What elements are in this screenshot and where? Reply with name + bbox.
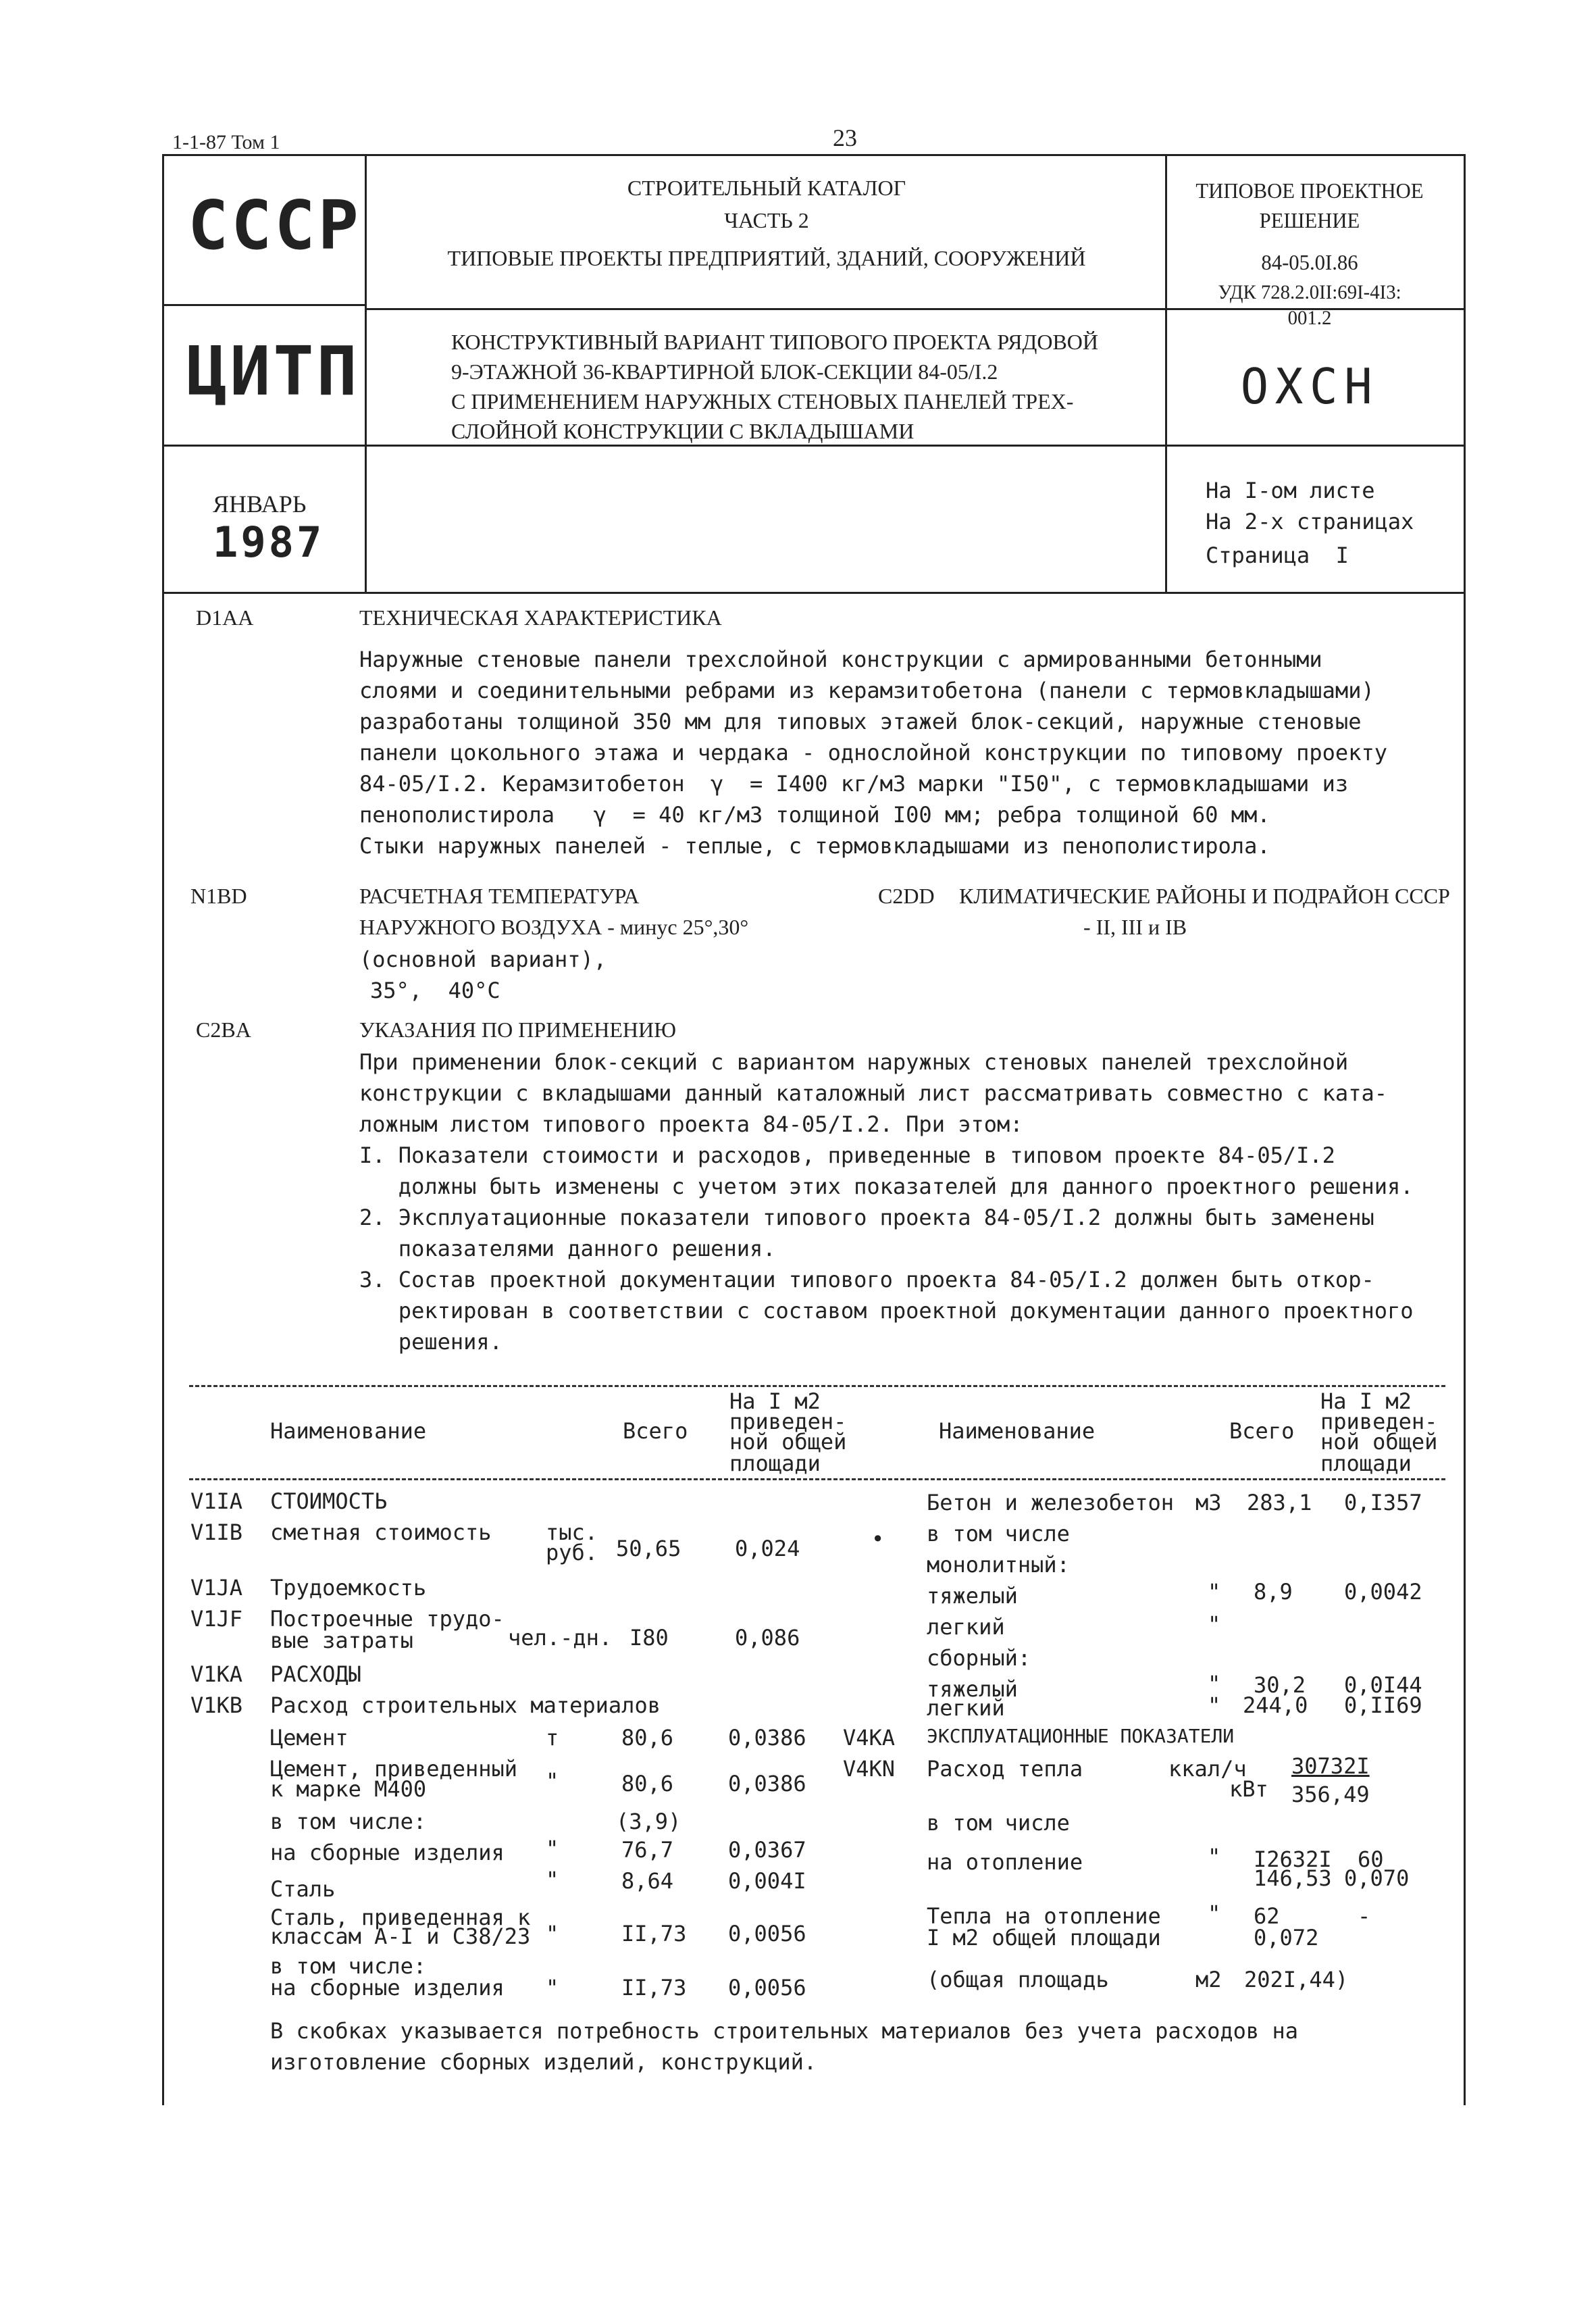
issue-month: ЯНВАРЬ	[213, 491, 307, 518]
row-total: 244,0	[1243, 1692, 1308, 1718]
row-name: к марке М400	[270, 1776, 427, 1802]
section-code: D1AA	[196, 605, 254, 630]
row-name: Сталь	[270, 1876, 336, 1902]
row-total: 50,65	[616, 1536, 681, 1561]
row-code: V1JA	[190, 1575, 243, 1601]
table-rule-header	[189, 1478, 1445, 1480]
row-name: в том числе	[927, 1521, 1070, 1546]
table-rule-top	[189, 1385, 1445, 1387]
section-code: N1BD	[190, 884, 247, 908]
solution-line: ТИПОВОЕ ПРОЕКТНОЕ	[1195, 178, 1424, 203]
row-total: 356,49	[1291, 1782, 1370, 1807]
col-perm2-header: приведен-	[729, 1409, 847, 1434]
usage-line: показателями данного решения.	[359, 1236, 776, 1261]
row-unit: тыс.	[546, 1519, 598, 1545]
row-unit: "	[546, 1836, 559, 1861]
temp-line: РАСЧЕТНАЯ ТЕМПЕРАТУРА	[359, 884, 640, 908]
col-perm2b-header: На I м2	[1320, 1388, 1412, 1414]
row-name: легкий	[927, 1614, 1005, 1640]
row-unit: "	[546, 1867, 559, 1892]
row-code: V1KB	[190, 1692, 243, 1718]
row-code: V4KN	[843, 1756, 896, 1782]
usage-line: 3. Состав проектной документации типового проекта 84-05/I.2 должен быть откор-	[359, 1267, 1374, 1292]
tech-line: Наружные стеновые панели трехслойной конструкции с армированными бетонными	[359, 647, 1322, 672]
tech-line: разработаны толщиной 350 мм для типовых этажей блок-секций, наружные стеновые	[359, 709, 1362, 734]
row-name: на отопление	[927, 1849, 1083, 1875]
usage-line: При применении блок-секций с вариантом наружных стеновых панелей трехслойной	[359, 1049, 1349, 1075]
row-name: Построечные трудо-	[270, 1606, 505, 1632]
row-name: сборный:	[927, 1645, 1031, 1671]
org-ussr: СССР	[188, 186, 361, 265]
sheet-line: На I-ом листе	[1206, 478, 1375, 503]
catalog-line: ТИПОВЫЕ ПРОЕКТЫ ПРЕДПРИЯТИЙ, ЗДАНИЙ, СООРУЖЕНИЙ	[447, 246, 1086, 270]
row-per-m2: 0,086	[735, 1625, 800, 1651]
climate-line: - II, III и IВ	[1083, 915, 1187, 939]
issue-year: 1987	[213, 518, 325, 567]
row-unit: руб.	[546, 1540, 598, 1565]
temp-line: НАРУЖНОГО ВОЗДУХА - минус 25°,30°	[359, 915, 749, 939]
row-name: Цемент, приведенный	[270, 1756, 518, 1782]
row-name: монолитный:	[927, 1552, 1070, 1578]
row-total: (3,9)	[616, 1809, 681, 1834]
row-unit: м3	[1195, 1490, 1222, 1515]
col-perm2-header: ной общей	[729, 1429, 847, 1455]
row-name: вые затраты	[270, 1628, 413, 1653]
row-unit: "	[1208, 1579, 1221, 1605]
row-name: сметная стоимость	[270, 1519, 492, 1545]
row-total: 80,6	[621, 1725, 674, 1751]
bullet-mark: •	[871, 1526, 885, 1552]
catalog-line: ЧАСТЬ 2	[724, 208, 809, 232]
row-code: V1IB	[190, 1519, 243, 1545]
col-total-header: Всего	[623, 1418, 688, 1444]
col-total2-header: Всего	[1229, 1418, 1295, 1444]
solution-line: 84-05.0I.86	[1261, 250, 1358, 274]
row-per-m2: 0,0386	[728, 1771, 806, 1796]
title-line: 9-ЭТАЖНОЙ 36-КВАРТИРНОЙ БЛОК-СЕКЦИИ 84-05/I.2	[451, 359, 998, 384]
title-line: С ПРИМЕНЕНИЕМ НАРУЖНЫХ СТЕНОВЫХ ПАНЕЛЕЙ ТРЕХ-	[451, 389, 1074, 413]
row-unit: "	[1208, 1611, 1221, 1637]
row-total: 8,64	[621, 1868, 674, 1894]
row-name: I м2 общей площади	[927, 1925, 1161, 1951]
section-title: УКАЗАНИЯ ПО ПРИМЕНЕНИЮ	[359, 1017, 677, 1042]
usage-line: конструкции с вкладышами данный каталожный лист рассматривать совместно с ката-	[359, 1080, 1387, 1106]
row-per-m2: 0,II69	[1344, 1692, 1422, 1718]
solution-line: 001.2	[1287, 307, 1332, 329]
usage-line: должны быть изменены с учетом этих показателей для данного проектного решения.	[359, 1174, 1414, 1199]
row-unit: "	[546, 1921, 559, 1946]
row-name: Расход строительных материалов	[270, 1692, 661, 1718]
usage-line: I. Показатели стоимости и расходов, приведенные в типовом проекте 84-05/I.2	[359, 1142, 1335, 1168]
row-unit: "	[546, 1975, 559, 2001]
row-total: 0,072	[1254, 1925, 1319, 1951]
section-code: C2BA	[196, 1017, 251, 1042]
row-per-m2: 0,I357	[1344, 1490, 1422, 1515]
code-label: ОХСН	[1240, 358, 1379, 415]
temp-line: (основной вариант),	[359, 947, 607, 972]
row-name: Расход тепла	[927, 1756, 1083, 1782]
row-total: 283,1	[1247, 1490, 1312, 1515]
row-total: 8,9	[1254, 1579, 1293, 1605]
row-name: Цемент	[270, 1725, 349, 1751]
row-total: II,73	[621, 1975, 687, 2001]
row-per-m2: 0,070	[1344, 1865, 1410, 1891]
row-per-m2: 0,0056	[728, 1975, 806, 2001]
row-name: (общая площадь	[927, 1967, 1109, 1992]
row-unit: "	[546, 1768, 559, 1794]
page-number: 23	[833, 124, 857, 151]
row-total: 30732I	[1291, 1753, 1370, 1779]
title-line: СЛОЙНОЙ КОНСТРУКЦИИ С ВКЛАДЫШАМИ	[451, 419, 915, 443]
usage-line: 2. Эксплуатационные показатели типового проекта 84-05/I.2 должны быть заменены	[359, 1205, 1374, 1230]
row-unit: "	[1208, 1692, 1221, 1718]
row-per-m2: 0,0056	[728, 1921, 806, 1946]
row-name: СТОИМОСТЬ	[270, 1488, 388, 1514]
row-total: 80,6	[621, 1771, 674, 1796]
tech-line: Стыки наружных панелей - теплые, с термовкладышами из пенополистирола.	[359, 833, 1270, 859]
row-unit: "	[1208, 1844, 1221, 1869]
row-per-m2: 60	[1358, 1846, 1384, 1872]
row-total: I2632I	[1254, 1846, 1332, 1872]
solution-line: УДК 728.2.0II:69I-4I3:	[1218, 281, 1401, 303]
row-total: 146,53	[1254, 1865, 1332, 1891]
row-name: РАСХОДЫ	[270, 1661, 361, 1687]
row-name: легкий	[927, 1695, 1005, 1721]
row-unit: м2	[1195, 1967, 1222, 1992]
row-total: II,73	[621, 1921, 687, 1946]
row-total: 202I,44)	[1244, 1967, 1349, 1992]
row-per-m2: 0,0367	[728, 1837, 806, 1863]
col-perm2b-header: площади	[1320, 1451, 1412, 1476]
section-code: C2DD	[878, 884, 935, 908]
row-per-m2: 0,0I44	[1344, 1672, 1422, 1698]
row-name: ЭКСПЛУАТАЦИОННЫЕ ПОКАЗАТЕЛИ	[927, 1725, 1235, 1747]
row-unit: "	[1208, 1901, 1221, 1926]
row-code: V1JF	[190, 1606, 243, 1632]
section-title: ТЕХНИЧЕСКАЯ ХАРАКТЕРИСТИКА	[359, 605, 722, 630]
row-name: классам А-I и С38/23	[270, 1923, 531, 1949]
row-unit: кВт	[1229, 1776, 1268, 1802]
series-label: 1-1-87 Том 1	[172, 131, 280, 153]
row-name: в том числе:	[270, 1809, 427, 1834]
row-name: Трудоемкость	[270, 1575, 427, 1601]
climate-line: КЛИМАТИЧЕСКИЕ РАЙОНЫ И ПОДРАЙОН СССР	[959, 884, 1450, 908]
row-per-m2: 0,0042	[1344, 1579, 1422, 1605]
row-total: 76,7	[621, 1837, 674, 1863]
row-total: I80	[629, 1625, 669, 1651]
row-per-m2: -	[1358, 1903, 1371, 1929]
usage-line: решения.	[359, 1329, 503, 1355]
tech-line: пенополистирола γ = 40 кг/м3 толщиной I00 мм; ребра толщиной 60 мм.	[359, 802, 1270, 828]
row-total: 30,2	[1254, 1672, 1306, 1698]
row-name: тяжелый	[927, 1583, 1018, 1609]
col-perm2-header: площади	[729, 1451, 821, 1476]
row-name: Тепла на отопление	[927, 1903, 1161, 1929]
footnote-line: изготовление сборных изделий, конструкций.	[270, 2049, 817, 2075]
tech-line: панели цокольного этажа и чердака - однослойной конструкции по типовому проекту	[359, 740, 1387, 765]
row-unit: чел.-дн.	[508, 1625, 613, 1651]
tech-line: 84-05/I.2. Керамзитобетон γ = I400 кг/м3 марки "I50", с термовкладышами из	[359, 771, 1349, 797]
col-perm2b-header: ной общей	[1320, 1429, 1438, 1455]
row-name: Бетон и железобетон	[927, 1490, 1175, 1515]
usage-line: ложным листом типового проекта 84-05/I.2. При этом:	[359, 1111, 1023, 1137]
row-total: 62	[1254, 1903, 1280, 1929]
row-per-m2: 0,0386	[728, 1725, 806, 1751]
sheet-line: На 2-х страницах	[1206, 509, 1414, 534]
usage-line: ректирован в соответствии с составом проектной документации данного проектного	[359, 1298, 1414, 1324]
org-citp: ЦИТП	[186, 332, 360, 411]
temp-line: 35°, 40°С	[370, 978, 500, 1003]
row-code: V4KA	[843, 1725, 896, 1751]
row-name: тяжелый	[927, 1676, 1018, 1702]
sheet-line: Страница I	[1206, 543, 1349, 568]
col-name2-header: Наименование	[939, 1418, 1096, 1444]
row-name: на сборные изделия	[270, 1840, 505, 1865]
row-unit: ккал/ч	[1168, 1756, 1247, 1782]
row-name: Сталь, приведенная к	[270, 1905, 531, 1930]
row-code: V1KA	[190, 1661, 243, 1687]
col-name-header: Наименование	[270, 1418, 427, 1444]
row-code: V1IA	[190, 1488, 243, 1514]
row-name: в том числе:	[270, 1953, 427, 1979]
row-unit: "	[1208, 1671, 1221, 1696]
footnote-line: В скобках указывается потребность строительных материалов без учета расходов на	[270, 2018, 1298, 2044]
row-unit: т	[546, 1725, 559, 1751]
row-name: в том числе	[927, 1810, 1070, 1836]
row-per-m2: 0,024	[735, 1536, 800, 1561]
solution-line: РЕШЕНИЕ	[1259, 208, 1360, 232]
row-per-m2: 0,004I	[728, 1868, 806, 1894]
col-perm2b-header: приведен-	[1320, 1409, 1438, 1434]
title-line: КОНСТРУКТИВНЫЙ ВАРИАНТ ТИПОВОГО ПРОЕКТА РЯДОВОЙ	[451, 330, 1099, 354]
tech-line: слоями и соединительными ребрами из керамзитобетона (панели с термовкладышами)	[359, 678, 1374, 703]
col-perm2-header: На I м2	[729, 1388, 821, 1414]
catalog-line: СТРОИТЕЛЬНЫЙ КАТАЛОГ	[627, 176, 906, 200]
row-name: на сборные изделия	[270, 1975, 505, 2001]
